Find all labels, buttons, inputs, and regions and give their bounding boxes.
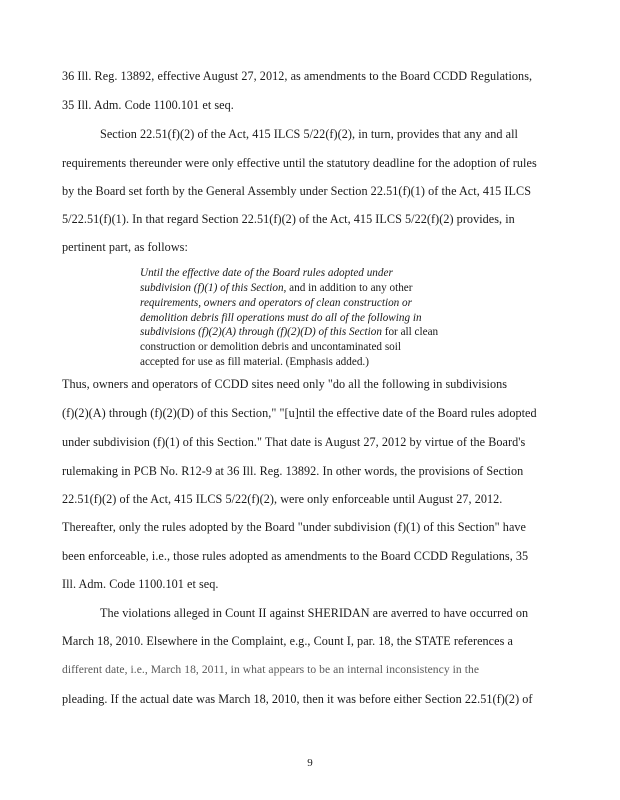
block-quote-line (140, 266, 393, 281)
body-line: March 18, 2010. Elsewhere in the Complaint, e.g., Count I, par. 18, the STATE references a (62, 634, 513, 648)
body-line: Ill. Adm. Code 1100.101 et seq. (62, 577, 219, 591)
body-line: 36 Ill. Reg. 13892, effective August 27, 2012, as amendments to the Board CCDD Regulations, (62, 69, 533, 83)
body-line: (f)(2)(A) through (f)(2)(D) of this Section," "[u]ntil the effective date of the Board rules adopted (62, 406, 537, 420)
block-quote-line (140, 340, 401, 355)
body-line: rulemaking in PCB No. R12-9 at 36 Ill. Reg. 13892. In other words, the provisions of Section (62, 464, 524, 478)
body-line: by the Board set forth by the General Assembly under Section 22.51(f)(1) of the Act, 415 ILCS (62, 184, 532, 198)
body-line: 5/22.51(f)(1). In that regard Section 22.51(f)(2) of the Act, 415 ILCS 5/22(f)(2) provides, in (62, 212, 515, 226)
page-number: 9 (307, 757, 313, 769)
quote-plain: for all clean (381, 326, 439, 338)
body-line: Section 22.51(f)(2) of the Act, 415 ILCS 5/22(f)(2), in turn, provides that any and all (100, 127, 518, 141)
body-line: 22.51(f)(2) of the Act, 415 ILCS 5/22(f)(2), were only enforceable until August 27, 2012. (62, 492, 503, 506)
block-quote-line (140, 296, 412, 311)
block-quote-line (140, 325, 438, 340)
quote-italic: demolition debris fill operations must do all of the following in (140, 312, 422, 324)
body-line: Thereafter, only the rules adopted by the Board "under subdivision (f)(1) of this Section" have (62, 520, 527, 534)
body-line: Thus, owners and operators of CCDD sites need only "do all the following in subdivisions (62, 377, 508, 391)
body-line: pleading. If the actual date was March 18, 2010, then it was before either Section 22.51(f)(2) of (62, 692, 533, 706)
body-line: under subdivision (f)(1) of this Section." That date is August 27, 2012 by virtue of the Board's (62, 435, 526, 449)
block-quote-line (140, 281, 413, 296)
body-line (62, 98, 234, 113)
quote-italic: subdivisions (f)(2)(A) through (f)(2)(D) of this Section (140, 326, 382, 338)
quote-italic: Until the effective date of the Board rules adopted under (140, 267, 393, 279)
quote-plain: construction or demolition debris and uncontaminated soil (140, 341, 401, 353)
body-line: pertinent part, as follows: (62, 240, 188, 254)
block-quote-line (140, 355, 369, 370)
quote-plain: accepted for use as fill material. (Emphasis added.) (140, 356, 369, 368)
body-line-text: 35 Ill. Adm. Code 1100.101 et seq. (62, 98, 234, 112)
quote-plain: and in addition to any other (286, 282, 413, 294)
body-line: The violations alleged in Count II against SHERIDAN are averred to have occurred on (100, 606, 529, 620)
quote-italic: requirements, owners and operators of clean construction or (140, 297, 413, 309)
body-line: requirements thereunder were only effective until the statutory deadline for the adoption of rules (62, 156, 537, 170)
block-quote-line (140, 311, 422, 326)
body-line: been enforceable, i.e., those rules adopted as amendments to the Board CCDD Regulations, 35 (62, 549, 529, 563)
body-line: different date, i.e., March 18, 2011, in what appears to be an internal inconsistency in the (62, 663, 480, 676)
quote-italic: subdivision (f)(1) of this Section, (140, 282, 287, 294)
